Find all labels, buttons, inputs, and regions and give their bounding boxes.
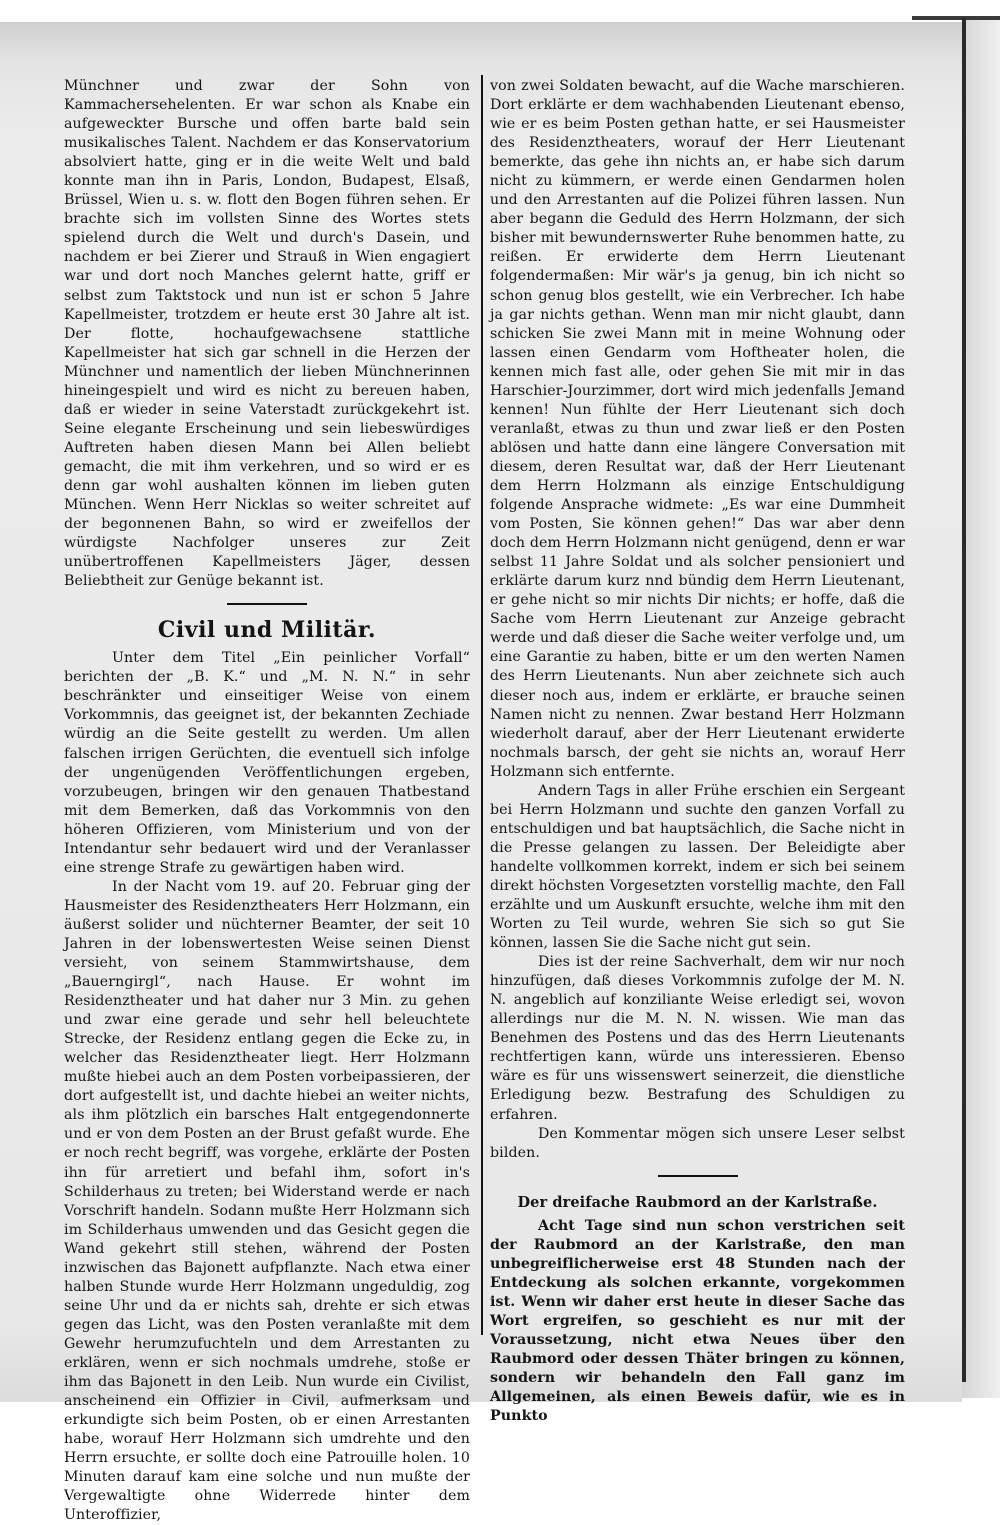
section-divider [658, 1175, 738, 1177]
left-column [64, 77, 470, 1525]
section-divider [227, 603, 307, 605]
adjacent-page-edge [962, 18, 1000, 1398]
article-paragraph: von zwei Soldaten bewacht, auf die Wache marschieren. Dort erklärte er dem wachhabenden Lieutenant ebenso, wie er es beim Posten gethan hatte, er sei Hausmeister des Residenztheaters, worauf der Herr Lieutenant bemerkte, das gehe ihn nichts an, er habe sich darum nicht zu kümmern, er werde einen Gendarmen holen und den Arrestanten auf die Polizei führen lassen. Nun aber begann die Geduld des Herrn Holzmann, der sich bisher mit bewundernswerter Ruhe benommen hatte, zu reißen. Er erwiderte dem Herrn Lieutenant folgendermaßen: Mir wär's ja genug, bin ich nicht so schon genug blos gestellt, wie ein Verbrecher. Ich habe ja gar nichts gethan. Wenn man mir nicht glaubt, dann schicken Sie zwei Mann mit in meine Wohnung oder lassen einen Gendarm vom Hoftheater holen, die kennen mich fast alle, oder gehen Sie mit mir in das Harschier-Jourzimmer, dort wird mich jedenfalls Jemand kennen! Nun fühlte der Herr Lieutenant sich doch veranlaßt, etwas zu thun und zwar ließ er den Posten ablösen und hatte dann eine längere Conversation mit diesem, deren Resultat war, daß der Herr Lieutenant dem Herrn Holzmann als einzige Entschuldigung folgende Ansprache widmete: „Es war eine Dummheit vom Posten, Sie können gehen!“ Das war aber denn doch dem Herrn Holzmann nicht genügend, denn er war selbst 11 Jahre Soldat und als solcher pensioniert und erklärte darum kurz nnd bündig dem Herrn Lieutenant, er gehe nicht so mir nichts Dir nichts; er hoffe, daß die Sache vom Herrn Lieutenant zur Anzeige gebracht werde und daß dieser die Sache weiter verfolge und, um eine Garantie zu haben, bitte er um den werten Namen des Herrn Lieutenants. Nun aber zeichnete sich auch dieser noch aus, indem er erklärte, er brauche seinen Namen nicht zu nennen. Zwar bestand Herr Holzmann wiederholt darauf, aber der Herr Lieutenant erwiderte nochmals barsch, der geht sie nichts an, worauf Herr Holzmann sich entfernte. [490, 78, 905, 780]
article-paragraph: Dies ist der reine Sachverhalt, dem wir nur noch hinzufügen, daß dieses Vorkommnis zufolge der M. N. N. angeblich auf konziliante Weise erledigt sei, wovon allerdings nur die M. N. N. wissen. Wie man das Benehmen des Postens und das des Herrn Lieutenants rechtfertigen kann, würde uns interessieren. Ebenso wäre es für uns wissenswert seinerzeit, die dienstliche Erledigung bezw. Bestrafung des Schuldigen zu erfahren. [490, 954, 905, 1123]
right-column [490, 77, 905, 1426]
binding-edge-top [912, 16, 1000, 20]
section-heading: Civil und Militär. [157, 617, 377, 644]
section-heading: Der dreifache Raubmord an der Karlstraße. [517, 1193, 878, 1211]
article-paragraph: Münchner und zwar der Sohn von Kammachersehelenten. Er war schon als Knabe ein aufgeweckter Bursche und offen barte bald sein musikalisches Talent. Nachdem er das Konservatorium absolviert hatte, ging er in die weite Welt und bald konnte man ihn in Paris, London, Budapest, Elsaß, Brüssel, Wien u. s. w. flott den Bogen führen sehen. Er brachte sich im vollsten Sinne des Wortes stets spielend durch die Welt und durch's Dasein, und nachdem er bei Zierer und Strauß in Wien engagiert war und dort noch Manches gelernt hatte, griff er selbst zum Taktstock und nun ist er schon 5 Jahre Kapellmeister, trotzdem er heute erst 30 Jahre alt ist. Der flotte, hochaufgewachsene stattliche Kapellmeister hat sich gar schnell in die Herzen der Münchner und namentlich der lieben Münchnerinnen hineingespielt und wird es nicht zu bereuen haben, daß er wieder in seine Vaterstadt zurückgekehrt ist. Seine elegante Erscheinung und sein liebeswürdiges Auftreten haben diesen Mann bei Allen beliebt gemacht, die mit ihm verkehren, und so wird er es denn gar wohl aushalten können im lieben guten München. Wenn Herr Nicklas so weiter schreitet auf der begonnenen Bahn, so wird er zweifellos der würdigste Nachfolger unseres zur Zeit unübertroffenen Kapellmeisters Jäger, dessen Beliebtheit zur Genüge bekannt ist. [64, 78, 470, 590]
article-paragraph: Unter dem Titel „Ein peinlicher Vorfall“ berichten der „B. K.“ und „M. N. N.“ in sehr beschränkter und einseitiger Weise von einem Vorkommnis, das geeignet ist, der bekannten Zechiade würdig an die Seite gestellt zu werden. Um allen falschen irrigen Gerüchten, die eventuell sich infolge der ungenügenden Veröffentlichungen ergeben, vorzubeugen, bringen wir den genauen Thatbestand mit dem Bemerken, daß das Vorkommnis von den höheren Offizieren, vom Ministerium und von der Intendantur sehr bedauert wird und der Veranlasser eine strenge Strafe zu gewärtigen haben wird. [64, 650, 470, 876]
column-divider [481, 75, 483, 1335]
article-paragraph: In der Nacht vom 19. auf 20. Februar ging der Hausmeister des Residenztheaters Herr Holzmann, ein äußerst solider und nüchterner Beamter, der seit 10 Jahren in der lobenswertesten Weise seinen Dienst versieht, von seinem Stammwirtshause, dem „Bauerngirgl“, nach Hause. Er wohnt im Residenztheater und hat daher nur 3 Min. zu gehen und zwar eine gerade und sehr hell beleuchtete Strecke, der Residenz entlang gegen die Ecke zu, in welcher das Residenztheater liegt. Herr Holzmann mußte hiebei auch an dem Posten vorbeipassieren, der dort aufgestellt ist, und dachte hiebei an weiter nichts, als ihm plötzlich ein barsches Halt entgegendonnerte und er von dem Posten an der Brust gefaßt wurde. Ehe er noch recht begriff, was vorgehe, erklärte der Posten ihn für arretiert und befahl ihm, sofort in's Schilderhaus zu treten; bei Widerstand werde er nach Vorschrift handeln. Sodann mußte Herr Holzmann sich im Schilderhaus umwenden und das Gesicht gegen die Wand gekehrt still stehen, während der Posten inzwischen das Bajonett aufpflanzte. Nach etwa einer halben Stunde wurde Herr Holzmann ungeduldig, zog seine Uhr und da er nichts sah, drehte er sich etwas gegen das Licht, was den Posten veranlaßte mit dem Gewehr herumzufuchteln und dem Arrestanten zu erklären, wenn er sich nochmals umdrehe, stoße er ihm das Bajonett in den Leib. Nun wurde ein Civilist, anscheinend ein Offizier in Civil, aufmerksam und erkundigte sich beim Posten, ob er einen Arrestanten habe, worauf Herr Holzmann sich umdrehte und den Herrn ersuchte, er sollte doch eine Patrouille holen. 10 Minuten darauf kam eine solche und nun mußte der Vergewaltigte ohne Widerrede hinter dem Unteroffizier, [64, 878, 470, 1524]
article-paragraph: Den Kommentar mögen sich unsere Leser selbst bilden. [490, 1125, 905, 1161]
binding-spine [962, 18, 966, 1382]
article-paragraph: Andern Tags in aller Frühe erschien ein Sergeant bei Herrn Holzmann und suchte den ganzen Vorfall zu entschuldigen und bat hauptsächlich, die Sache nicht in die Presse gelangen zu lassen. Der Beleidigte aber handelte vollkommen korrekt, indem er sich bei seinem direkt höchsten Vorgesetzten vorstellig machte, den Fall erzählte und um Auskunft ersuchte, welche ihm mit den Worten zu Teil wurde, wehren Sie sich so gut Sie können, lassen Sie die Sache nicht gut sein. [490, 782, 905, 952]
article-paragraph: Acht Tage sind nun schon verstrichen seit der Raubmord an der Karlstraße, den man unbegreiflicherweise erst 48 Stunden nach der Entdeckung als solchen erkannte, vorgekommen ist. Wenn wir daher erst heute in dieser Sache das Wort ergreifen, so geschieht es nur mit der Voraussetzung, nicht etwa Neues über den Raubmord oder dessen Thäter bringen zu können, sondern wir behandeln den Fall ganz im Allgemeinen, als einen Beweis dafür, wie es in Punkto [490, 1217, 905, 1425]
